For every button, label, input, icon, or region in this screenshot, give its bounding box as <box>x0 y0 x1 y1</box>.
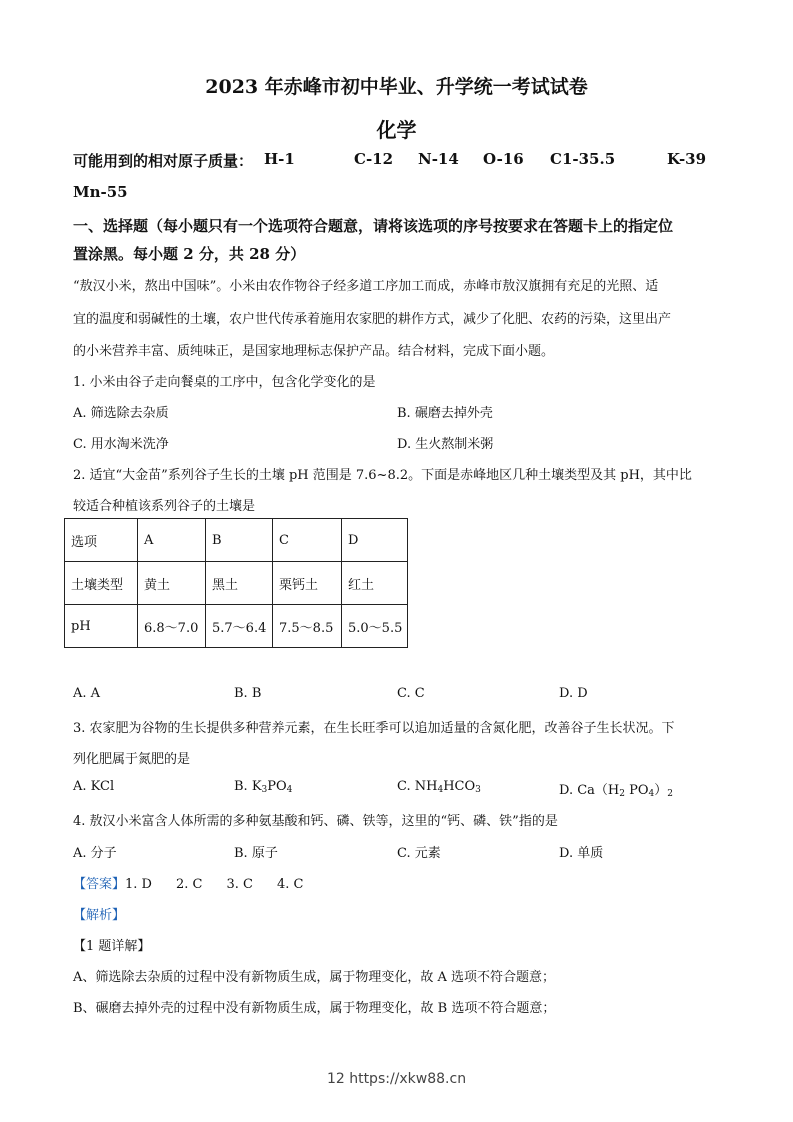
q1-option-d: D. 生火熬制米粥 <box>397 437 494 452</box>
table-cell: D <box>342 519 408 562</box>
q1-option-b: B. 碾磨去掉外壳 <box>397 406 493 421</box>
exam-title: 2023 年赤峰市初中毕业、升学统一考试试卷 <box>205 76 588 98</box>
answer-label: 【答案】 <box>73 877 126 892</box>
q4-option-a: A. 分子 <box>73 846 117 861</box>
table-cell: 7.5～8.5 <box>273 605 342 648</box>
analysis-label: 【解析】 <box>73 908 126 923</box>
atomic-mass-item: O-16 <box>483 150 524 168</box>
table-cell: 土壤类型 <box>65 562 138 605</box>
answer-value: 2. C <box>175 877 203 892</box>
table-cell: A <box>138 519 206 562</box>
q1-option-c: C. 用水淘米洗净 <box>73 437 169 452</box>
soil-ph-table <box>64 518 408 648</box>
table-cell: B <box>206 519 273 562</box>
table-row <box>65 562 408 605</box>
page-footer: 12 https://xkw88.cn <box>326 1071 467 1087</box>
q4-option-c: C. 元素 <box>397 846 441 861</box>
table-cell: 黑土 <box>206 562 273 605</box>
analysis-line: A、筛选除去杂质的过程中没有新物质生成，属于物理变化，故 A 选项不符合题意； <box>73 970 556 985</box>
q3-option-c: C. $NH_4HCO_3$ <box>397 779 481 795</box>
section-heading-cont: 置涂黑。每小题 2 分，共 28 分） <box>73 245 306 263</box>
answer-value: 4. C <box>276 877 304 892</box>
q2-option-a: A. A <box>73 686 101 701</box>
table-row <box>65 519 408 562</box>
atomic-mass-item: K-39 <box>667 150 707 168</box>
detail-heading: 【1 题详解】 <box>73 939 151 954</box>
table-cell: 红土 <box>342 562 408 605</box>
atomic-mass-item: C1-35.5 <box>550 150 616 168</box>
section-heading: 一、选择题（每小题只有一个选项符合题意，请将该选项的序号按要求在答题卡上的指定位 <box>73 217 674 235</box>
table-cell: 6.8～7.0 <box>138 605 206 648</box>
q4-option-d: D. 单质 <box>559 846 604 861</box>
passage-line: 宜的温度和弱碱性的土壤，农户世代传承着施用农家肥的耕作方式，减少了化肥、农药的污染，这里出产 <box>73 312 672 327</box>
question-2-stem-cont: 较适合种植该系列谷子的土壤是 <box>73 499 256 514</box>
q1-option-a: A. 筛选除去杂质 <box>73 406 169 421</box>
question-3-stem: 3. 农家肥为谷物的生长提供多种营养元素，在生长旺季可以追加适量的含氮化肥，改善谷子生长状况。下 <box>73 721 675 736</box>
answer-value: 1. D <box>125 877 152 892</box>
subject-title: 化学 <box>376 118 417 142</box>
answer-value: 3. C <box>226 877 253 892</box>
q2-option-b: B. B <box>234 686 262 701</box>
question-4-stem: 4. 敖汉小米富含人体所需的多种氨基酸和钙、磷、铁等，这里的“钙、磷、铁”指的是 <box>73 814 558 829</box>
passage-line: “敖汉小米，熬出中国味”。小米由农作物谷子经多道工序加工而成，赤峰市敖汉旗拥有充足的光照、适 <box>73 279 659 294</box>
q3-option-b: B. $K_3PO_4$ <box>234 779 293 795</box>
table-cell: 黄土 <box>138 562 206 605</box>
question-3-stem-cont: 列化肥属于氮肥的是 <box>73 752 191 767</box>
atomic-mass-label: 可能用到的相对原子质量： <box>73 152 254 170</box>
answer-line <box>73 873 303 892</box>
analysis-line: B、碾磨去掉外壳的过程中没有新物质生成，属于物理变化，故 B 选项不符合题意； <box>73 1001 556 1016</box>
table-cell: pH <box>65 605 138 648</box>
table-cell: 栗钙土 <box>273 562 342 605</box>
atomic-mass-item: C-12 <box>354 150 394 168</box>
table-cell: 5.7～6.4 <box>206 605 273 648</box>
q3-option-d: D. $Ca(H_2$ $PO_4)_2$ <box>559 783 674 799</box>
table-cell: 选项 <box>65 519 138 562</box>
q2-option-d: D. D <box>559 686 588 701</box>
question-2-stem: 2. 适宜“大金苗”系列谷子生长的土壤 pH 范围是 7.6~8.2。下面是赤峰地区几种土壤类型及其 pH，其中比 <box>73 468 692 483</box>
atomic-mass-item: N-14 <box>418 150 459 168</box>
passage-line: 的小米营养丰富、质纯味正，是国家地理标志保护产品。结合材料，完成下面小题。 <box>73 344 555 359</box>
atomic-mass-item: Mn-55 <box>73 183 128 201</box>
q3-option-a: A. KCl <box>73 779 115 794</box>
question-1-stem: 1. 小米由谷子走向餐桌的工序中，包含化学变化的是 <box>73 375 376 390</box>
table-row <box>65 605 408 648</box>
q2-option-c: C. C <box>397 686 425 701</box>
table-cell: 5.0～5.5 <box>342 605 408 648</box>
table-cell: C <box>273 519 342 562</box>
q4-option-b: B. 原子 <box>234 846 278 861</box>
atomic-mass-item: H-1 <box>264 150 295 168</box>
